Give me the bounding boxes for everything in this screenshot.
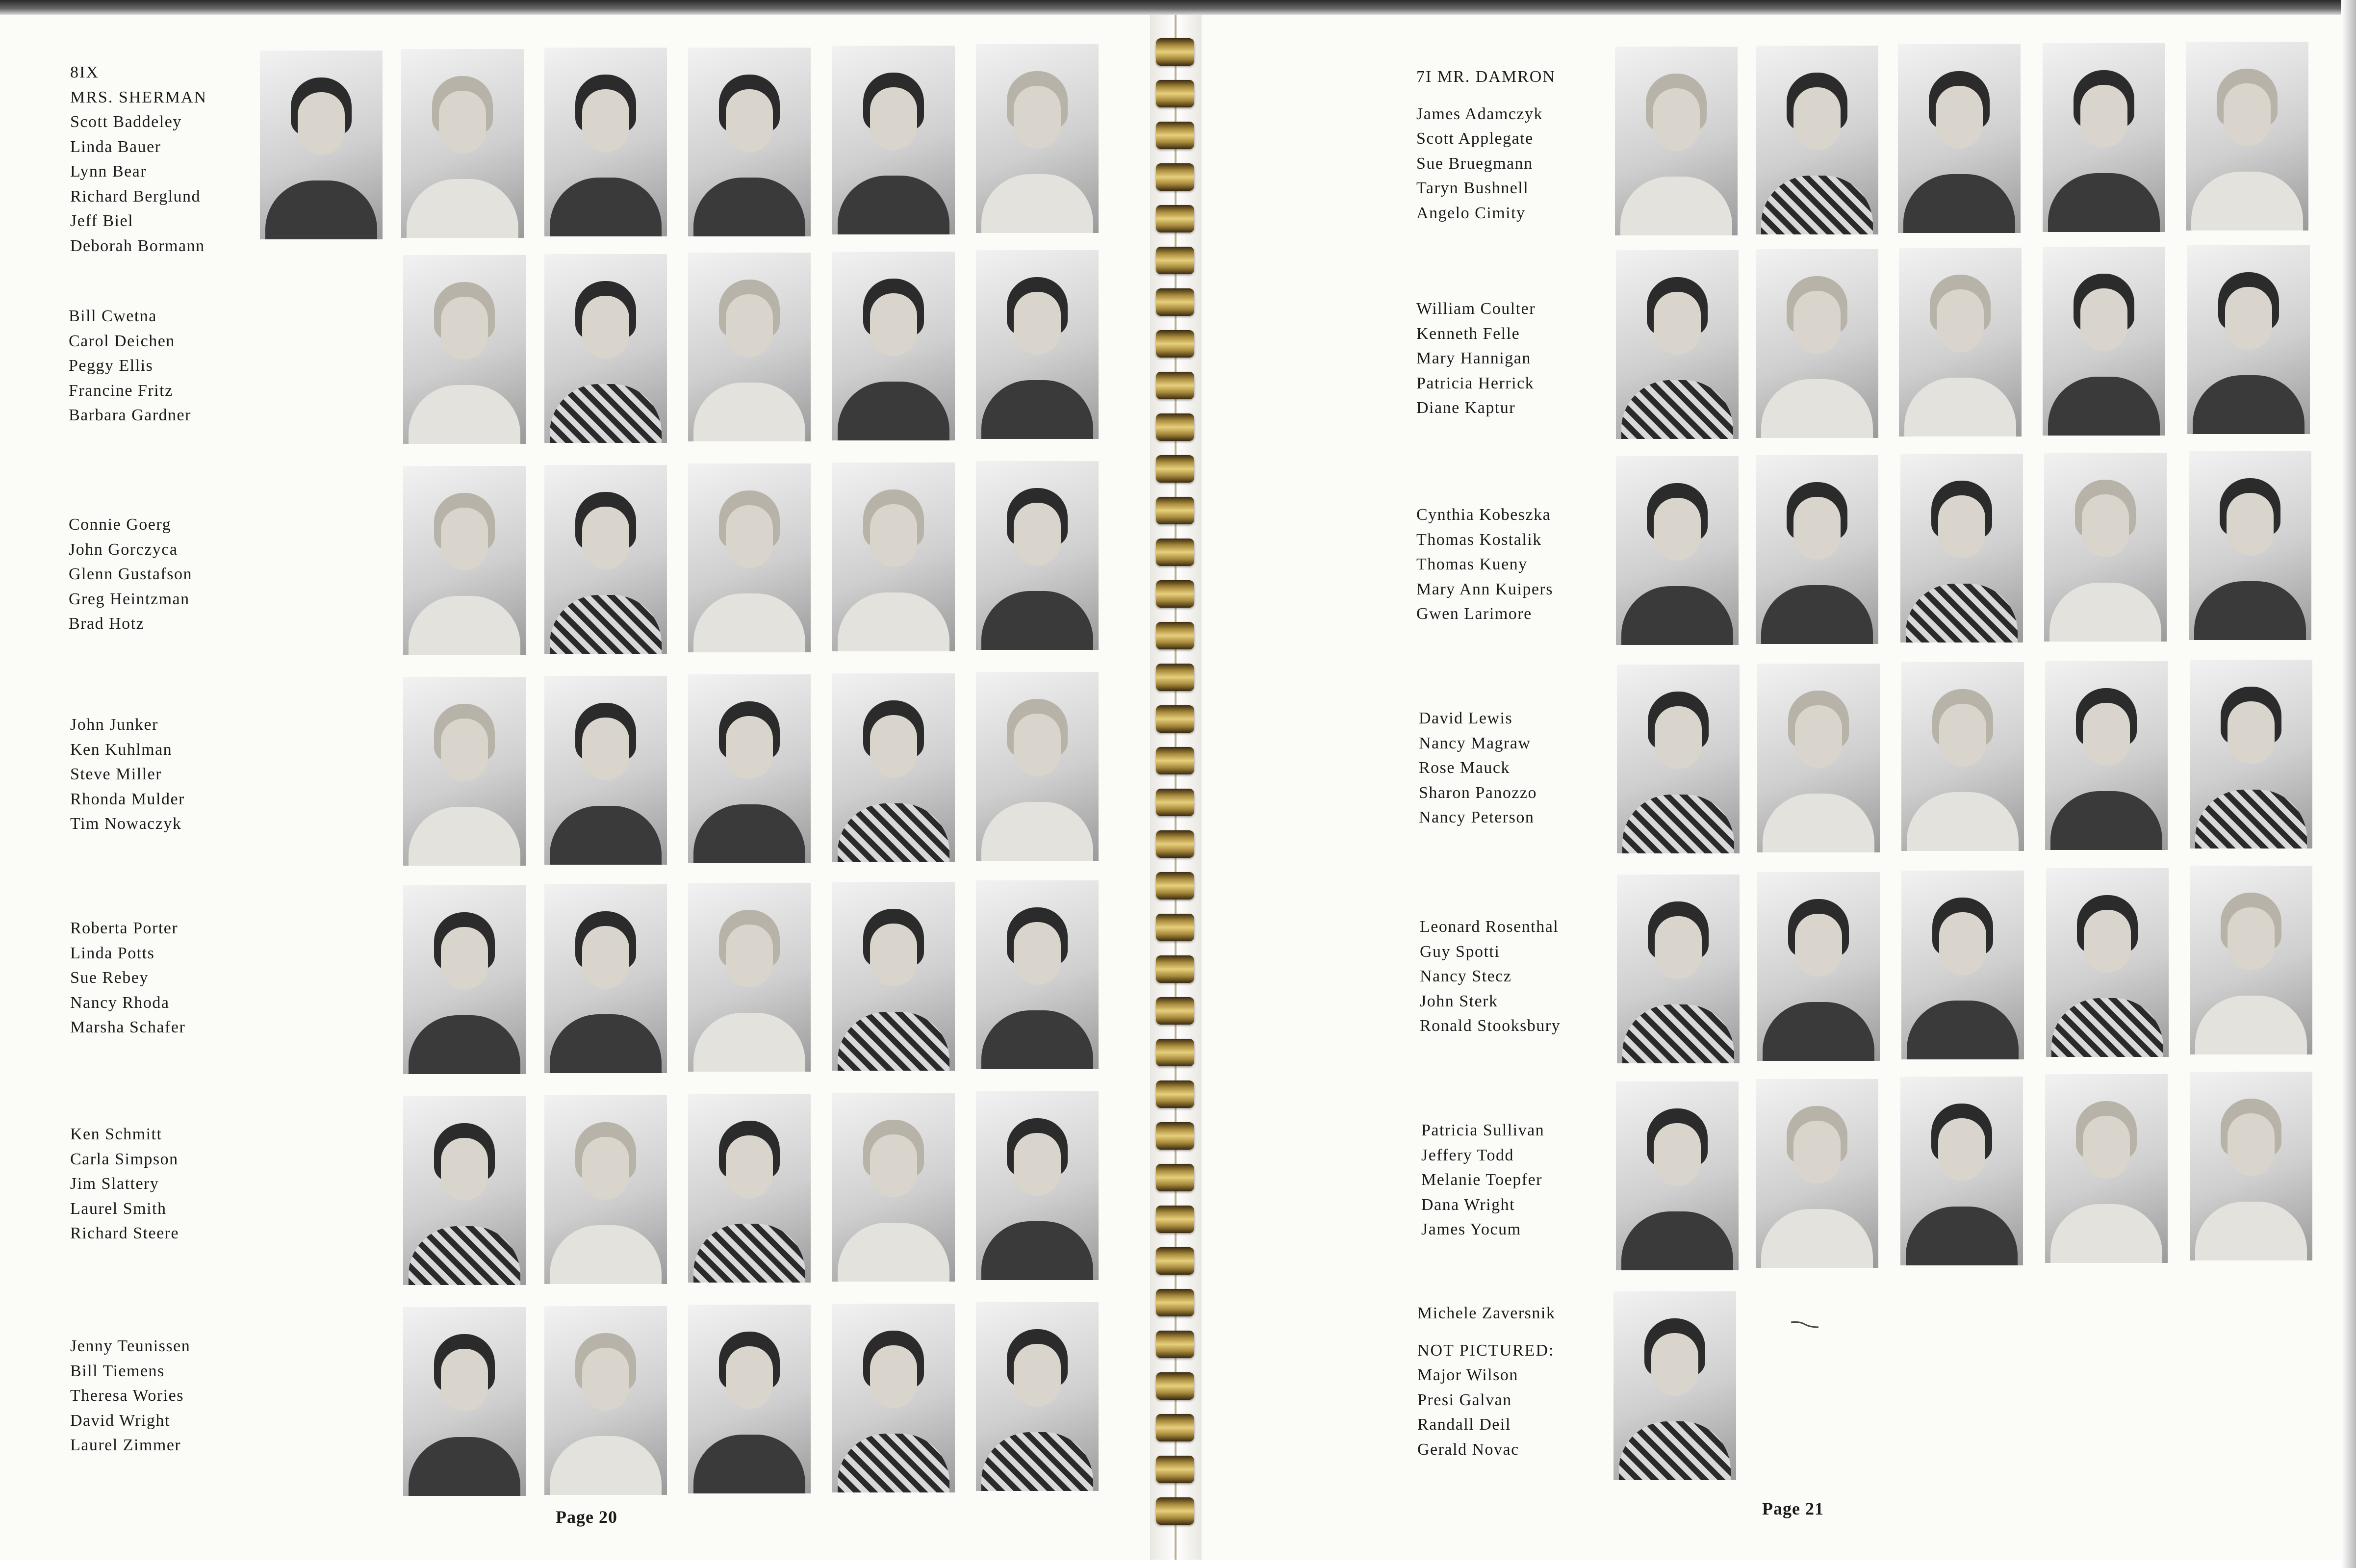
student-name: Thomas Kueny xyxy=(1416,555,1528,573)
student-name: Scott Baddeley xyxy=(70,113,182,131)
student-photo xyxy=(1613,1291,1736,1480)
student-name: Jeff Biel xyxy=(70,212,134,230)
binding-coil xyxy=(1156,1247,1194,1275)
binding-coil xyxy=(1156,872,1194,900)
student-name: Taryn Bushnell xyxy=(1416,179,1529,197)
name-group xyxy=(1420,915,1561,1039)
binding-coil xyxy=(1156,163,1194,191)
binding-coil xyxy=(1156,1372,1194,1400)
not-pictured-name: Major Wilson xyxy=(1417,1366,1518,1384)
name-group xyxy=(1419,706,1537,830)
student-name: Patricia Sullivan xyxy=(1421,1121,1545,1139)
name-group xyxy=(69,304,191,428)
student-photo xyxy=(1756,46,1878,234)
binding-coil xyxy=(1156,1331,1194,1358)
student-photo xyxy=(1900,454,2023,643)
student-name: Nancy Rhoda xyxy=(70,993,170,1012)
student-photo xyxy=(976,880,1099,1069)
student-name: Lynn Bear xyxy=(70,162,147,180)
student-photo xyxy=(832,46,955,234)
name-group xyxy=(70,916,185,1040)
name-group xyxy=(1416,503,1553,627)
class-group-7i xyxy=(1416,65,1556,226)
name-group xyxy=(70,713,185,837)
student-name: Leonard Rosenthal xyxy=(1420,918,1559,936)
student-name: Laurel Smith xyxy=(70,1199,167,1218)
page-right-edge xyxy=(2341,0,2356,1568)
student-photo xyxy=(1756,455,1878,644)
student-photo xyxy=(544,1306,667,1495)
page-number: Page 20 xyxy=(556,1507,617,1527)
student-name: Nancy Stecz xyxy=(1420,967,1512,985)
binding-coil xyxy=(1156,1164,1194,1191)
student-photo xyxy=(976,672,1099,861)
student-photo xyxy=(2043,247,2165,436)
student-name: Guy Spotti xyxy=(1420,942,1500,961)
student-name: Rhonda Mulder xyxy=(70,790,185,808)
student-photo xyxy=(1901,871,2024,1059)
student-name: Barbara Gardner xyxy=(69,406,191,424)
student-name: Glenn Gustafson xyxy=(69,565,192,583)
student-photo xyxy=(688,463,811,652)
name-group xyxy=(70,1334,190,1458)
student-photo xyxy=(403,255,526,444)
student-name: Nancy Peterson xyxy=(1419,808,1535,826)
student-name: Diane Kaptur xyxy=(1416,399,1516,417)
student-name: Deborah Bormann xyxy=(70,236,205,255)
student-photo xyxy=(2190,866,2312,1054)
binding-coil xyxy=(1156,580,1194,608)
binding-coil xyxy=(1156,38,1194,66)
student-photo xyxy=(1900,1077,2023,1265)
binding-coil xyxy=(1156,372,1194,399)
binding-coil xyxy=(1156,455,1194,483)
binding-coil xyxy=(1156,539,1194,566)
student-name: David Lewis xyxy=(1419,709,1513,727)
student-name: Michele Zaversnik xyxy=(1417,1304,1556,1322)
binding-coil xyxy=(1156,288,1194,316)
student-name: Peggy Ellis xyxy=(69,357,154,375)
binding-coil xyxy=(1156,705,1194,733)
student-photo xyxy=(544,1095,667,1284)
student-photo xyxy=(976,461,1099,650)
student-name: Cynthia Kobeszka xyxy=(1416,506,1551,524)
student-photo xyxy=(1617,874,1740,1063)
student-photo xyxy=(403,677,526,866)
student-name: Bill Tiemens xyxy=(70,1362,165,1380)
student-name: John Junker xyxy=(70,716,158,734)
binding-coil xyxy=(1156,830,1194,858)
binding-coil xyxy=(1156,789,1194,816)
page-top-edge xyxy=(0,0,2356,15)
student-name: Sharon Panozzo xyxy=(1419,783,1537,802)
student-name: Bill Cwetna xyxy=(69,307,157,325)
student-name: Carla Simpson xyxy=(70,1150,179,1168)
student-photo xyxy=(401,49,524,238)
student-photo xyxy=(260,51,383,239)
binding-coil xyxy=(1156,914,1194,941)
student-photo xyxy=(403,466,526,655)
student-photo xyxy=(544,465,667,654)
student-name: Linda Bauer xyxy=(70,137,161,156)
student-photo xyxy=(544,676,667,865)
spiral-binding xyxy=(1150,15,1202,1560)
teacher-name: MRS. SHERMAN xyxy=(70,88,207,106)
student-photo xyxy=(1615,47,1738,235)
binding-coil xyxy=(1156,80,1194,107)
student-name: Richard Steere xyxy=(70,1224,179,1242)
student-photo xyxy=(403,885,526,1074)
student-name: Ken Kuhlman xyxy=(70,740,173,759)
student-name: Connie Goerg xyxy=(69,515,172,534)
binding-coil xyxy=(1156,664,1194,691)
student-photo xyxy=(2186,42,2308,231)
binding-coil xyxy=(1156,1456,1194,1483)
binding-coil xyxy=(1156,1289,1194,1316)
student-name: James Yocum xyxy=(1421,1220,1521,1238)
student-photo xyxy=(544,48,667,236)
student-name: Rose Mauck xyxy=(1419,759,1510,777)
student-photo xyxy=(1899,248,2022,437)
binding-coil xyxy=(1156,1414,1194,1441)
student-photo xyxy=(1757,872,1880,1061)
student-name: Gwen Larimore xyxy=(1416,605,1532,623)
student-photo xyxy=(544,254,667,443)
binding-coil xyxy=(1156,205,1194,232)
student-name: Carol Deichen xyxy=(69,332,175,350)
student-photo xyxy=(688,1305,811,1493)
student-photo xyxy=(976,1302,1099,1491)
not-pictured-name: Presi Galvan xyxy=(1417,1390,1512,1409)
student-photo xyxy=(403,1307,526,1496)
student-name: Jim Slattery xyxy=(70,1175,159,1193)
binding-coil xyxy=(1156,997,1194,1025)
student-photo xyxy=(2190,1072,2312,1260)
student-photo xyxy=(2045,661,2168,850)
student-photo xyxy=(1616,250,1739,439)
pencil-mark-decoration xyxy=(1790,1319,1819,1329)
student-name: John Gorczyca xyxy=(69,540,178,559)
name-group xyxy=(1416,297,1536,421)
student-photo xyxy=(2190,660,2312,848)
student-name: Kenneth Felle xyxy=(1416,324,1520,343)
student-photo xyxy=(1898,44,2021,233)
binding-coil xyxy=(1156,122,1194,149)
student-photo xyxy=(2044,453,2167,642)
binding-coil xyxy=(1156,1206,1194,1233)
student-photo xyxy=(2046,868,2169,1057)
student-name: Ken Schmitt xyxy=(70,1125,162,1143)
binding-coil xyxy=(1156,1122,1194,1150)
binding-coil xyxy=(1156,497,1194,524)
not-pictured-heading: NOT PICTURED: xyxy=(1417,1341,1555,1360)
homeroom-code: 8IX xyxy=(70,63,99,81)
student-name: Scott Applegate xyxy=(1416,129,1534,148)
student-photo xyxy=(688,674,811,863)
student-photo xyxy=(976,44,1099,233)
student-name: Ronald Stooksbury xyxy=(1420,1017,1561,1035)
student-photo xyxy=(976,250,1099,439)
student-photo xyxy=(832,252,955,440)
student-name: Greg Heintzman xyxy=(69,590,190,608)
student-photo xyxy=(688,883,811,1072)
student-name: Theresa Wories xyxy=(70,1387,184,1405)
binding-coil xyxy=(1156,247,1194,274)
student-name: James Adamczyk xyxy=(1416,104,1543,123)
student-name: Mary Hannigan xyxy=(1416,349,1531,367)
student-photo xyxy=(2189,451,2311,640)
student-name: Jenny Teunissen xyxy=(70,1337,191,1355)
student-name: Steve Miller xyxy=(70,765,162,783)
student-name: John Sterk xyxy=(1420,992,1498,1010)
binding-coil xyxy=(1156,1497,1194,1525)
student-photo xyxy=(2187,245,2310,434)
binding-coil xyxy=(1156,747,1194,774)
name-group xyxy=(1421,1118,1544,1242)
student-photo xyxy=(1617,665,1740,853)
student-photo xyxy=(2043,43,2165,232)
student-photo xyxy=(1901,662,2024,851)
student-name: Francine Fritz xyxy=(69,381,173,400)
student-photo xyxy=(1756,1079,1878,1268)
student-photo xyxy=(1756,249,1878,438)
student-photo xyxy=(1616,456,1739,645)
student-name: Thomas Kostalik xyxy=(1416,530,1542,549)
class-group-8ix xyxy=(70,60,207,258)
binding-coil xyxy=(1156,1039,1194,1066)
student-photo xyxy=(832,1304,955,1492)
student-name: Dana Wright xyxy=(1421,1195,1515,1214)
binding-coil xyxy=(1156,622,1194,649)
name-group xyxy=(70,1122,179,1246)
student-name: Richard Berglund xyxy=(70,187,201,206)
student-name: Linda Potts xyxy=(70,944,155,962)
student-name: Roberta Porter xyxy=(70,919,179,937)
binding-coil xyxy=(1156,413,1194,441)
student-name: Laurel Zimmer xyxy=(70,1436,181,1454)
student-name: David Wright xyxy=(70,1411,170,1430)
student-photo xyxy=(688,253,811,441)
student-photo xyxy=(544,884,667,1073)
student-photo xyxy=(688,1094,811,1283)
student-name: William Coulter xyxy=(1416,300,1536,318)
student-name: Angelo Cimity xyxy=(1416,204,1526,222)
student-name: Marsha Schafer xyxy=(70,1018,186,1036)
binding-coil xyxy=(1156,1080,1194,1108)
student-name: Mary Ann Kuipers xyxy=(1416,580,1553,598)
student-photo xyxy=(1616,1081,1739,1270)
student-photo xyxy=(832,882,955,1071)
page-number: Page 21 xyxy=(1762,1499,1824,1518)
student-photo xyxy=(688,48,811,236)
student-name: Patricia Herrick xyxy=(1416,374,1535,392)
student-name: Melanie Toepfer xyxy=(1421,1171,1543,1189)
student-name: Nancy Magraw xyxy=(1419,734,1531,752)
student-photo xyxy=(832,463,955,651)
name-group xyxy=(1417,1301,1555,1462)
student-name: Sue Rebey xyxy=(70,969,149,987)
not-pictured-name: Gerald Novac xyxy=(1417,1440,1519,1459)
homeroom-header: 7I MR. DAMRON xyxy=(1416,68,1556,86)
binding-coil xyxy=(1156,955,1194,983)
student-photo xyxy=(403,1096,526,1285)
student-photo xyxy=(832,673,955,862)
student-photo xyxy=(2045,1074,2168,1263)
binding-coil xyxy=(1156,330,1194,358)
student-name: Jeffery Todd xyxy=(1421,1146,1514,1164)
student-name: Brad Hotz xyxy=(69,615,145,633)
student-name: Tim Nowaczyk xyxy=(70,815,182,833)
student-photo xyxy=(976,1091,1099,1280)
student-photo xyxy=(832,1093,955,1282)
name-group xyxy=(69,513,192,637)
student-photo xyxy=(1757,664,1880,852)
not-pictured-name: Randall Deil xyxy=(1417,1415,1511,1434)
student-name: Sue Bruegmann xyxy=(1416,154,1533,173)
